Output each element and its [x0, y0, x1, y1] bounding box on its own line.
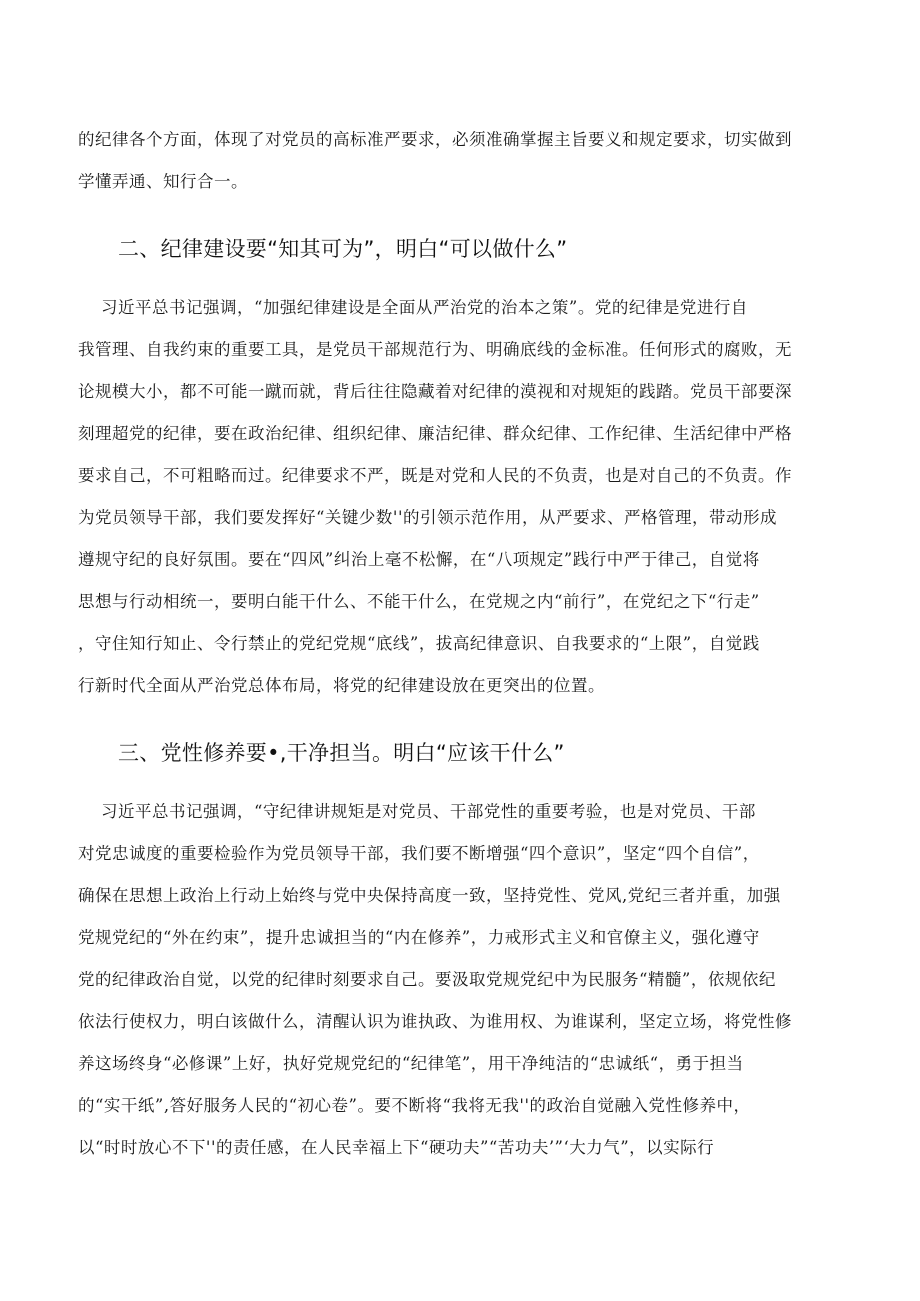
text-line: ，守住知行知止、令行禁止的党纪党规“底线”，拔高纪律意识、自我要求的“上限”，自觉践 [78, 634, 760, 653]
text-line: 党的纪律政治自觉，以党的纪律时刻要求自己。要汲取党规党纪中为民服务“精髓”，依规依纪 [78, 970, 776, 989]
text-line: 论规模大小，都不可能一蹴而就，背后往往隐藏着对纪律的漠视和对规矩的践踏。党员干部要深 [78, 382, 792, 401]
text-line: 思想与行动相统一，要明白能干什么、不能干什么，在党规之内“前行”，在党纪之下“行走” [78, 592, 760, 611]
text-line: 确保在思想上政治上行动上始终与党中央保持高度一致，坚持党性、党风,党纪三者并重，加强 [78, 886, 781, 905]
text-line: 为党员领导干部，我们要发挥好“关键少数''的引领示范作用，从严要求、严格管理，带动形成 [78, 508, 778, 527]
section-heading-two: 二、纪律建设要“知其可为”，明白“可以做什么” [118, 237, 568, 261]
text-line: 刻理超党的纪律，要在政治纪律、组织纪律、廉洁纪律、群众纪律、工作纪律、生活纪律中严格 [78, 424, 792, 443]
text-line: 遵规守纪的良好氛围。要在“四风”纠治上毫不松懈，在“八项规定”践行中严于律己，自觉将 [78, 550, 760, 569]
section-heading-three: 三、党性修养要•,干净担当。明白“应该干什么” [118, 741, 565, 765]
text-line: 习近平总书记强调，“加强纪律建设是全面从严治党的治本之策”。党的纪律是党进行自 [78, 298, 748, 317]
text-line: 以“时时放心不下''的责任感，在人民幸福上下“硬功夫”“苦功夫’”‘大力气”，以实际行 [78, 1138, 715, 1157]
text-line: 党规党纪的“外在约束”，提升忠诚担当的“内在修养”，力戒形式主义和官僚主义，强化遵守 [78, 928, 760, 947]
text-line: 对党忠诚度的重要检验作为党员领导干部，我们要不断增强“四个意识”，坚定“四个自信”， [78, 844, 760, 863]
text-line: 习近平总书记强调，“守纪律讲规矩是对党员、干部党性的重要考验，也是对党员、干部 [78, 802, 756, 821]
text-line: 行新时代全面从严治党总体布局，将党的纪律建设放在更突出的位置。 [78, 676, 605, 695]
text-line: 的纪律各个方面，体现了对党员的高标准严要求，必须准确掌握主旨要义和规定要求，切实做到 [78, 130, 792, 149]
text-line: 要求自己，不可粗略而过。纪律要求不严，既是对党和人民的不负责，也是对自己的不负责。作 [78, 466, 792, 485]
text-line: 依法行使权力，明白该做什么，清醒认识为谁执政、为谁用权、为谁谋利，坚定立场，将党性修 [78, 1012, 792, 1031]
text-line: 的“实干纸”,答好服务人民的“初心卷”。要不断将“我将无我''的政治自觉融入党性修养中， [78, 1096, 751, 1115]
text-line: 学懂弄通、知行合一。 [78, 172, 248, 191]
text-line: 我管理、自我约束的重要工具，是党员干部规范行为、明确底线的金标准。任何形式的腐败，无 [78, 340, 792, 359]
text-line: 养这场终身“必修课”上好，执好党规党纪的“纪律笔”，用干净纯洁的“忠诚纸“，勇于担当 [78, 1054, 744, 1073]
